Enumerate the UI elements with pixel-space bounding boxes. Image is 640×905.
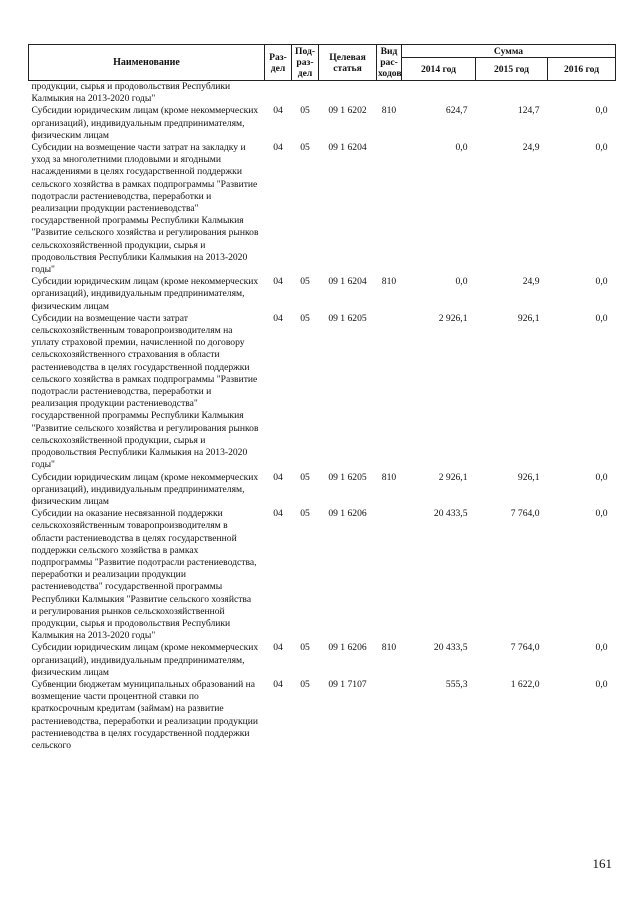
header-target-article: Целевая статья [319,45,377,81]
header-razdel: Раз-дел [265,45,292,81]
row-expense-type [377,142,402,276]
header-sum: Сумма [402,45,616,58]
row-podrazdel: 05 [300,312,310,324]
header-podrazdel: Под-раз-дел [292,45,319,81]
row-expense-type [377,679,402,752]
row-razdel: 04 [273,276,283,288]
row-podrazdel: 05 [300,471,310,483]
table-row [29,105,616,142]
row-sum-2015: 1 622,0 [510,678,540,690]
row-sum-2014: 20 433,5 [433,642,468,654]
row-target-article: 09 1 6204 [328,276,367,288]
row-expense-type [377,81,402,106]
row-sum-2015: 7 764,0 [510,508,540,520]
row-target-article: 09 1 6205 [328,312,367,324]
row-sum-2014 [402,81,476,106]
row-sum-2016: 0,0 [595,678,608,690]
row-name: Субсидии на возмещение части затрат сельскохозяйственным товаропроизводителям на уплату страховой премии, начисленной по договору сельскохозяйственного страхования в области растениеводства в целях государственной поддержки сельского хозяйства в рамках подпрограммы "Развитие подотрасли растениеводства, переработки и реализация продукции растениеводства" государственной программы Республики Калмыкия "Развитие сельского хозяйства и регулирования рынков сельскохозяйственной продукции, сырья и продовольствия Республики Калмыкия на 2013-2020 годы" [31,312,259,471]
row-razdel: 04 [273,312,283,324]
row-razdel: 04 [273,471,283,483]
row-sum-2014: 2 926,1 [438,312,468,324]
table-row [29,508,616,642]
table-row [29,679,616,752]
budget-table [28,44,616,752]
row-razdel: 04 [273,678,283,690]
row-razdel: 04 [273,142,283,154]
table-row [29,472,616,509]
row-target-article: 09 1 6206 [328,642,367,654]
row-razdel: 04 [273,105,283,117]
row-expense-type: 810 [381,105,397,117]
row-name: Субвенции бюджетам муниципальных образований на возмещение части процентной ставки по краткосрочным кредитам (займам) на развитие растениеводства, переработки и реализации продукции растениеводства в целях государственной поддержки сельского [31,678,259,751]
row-target-article: 09 1 6204 [328,142,367,154]
row-podrazdel: 05 [300,142,310,154]
row-sum-2014: 624,7 [445,105,468,117]
table-row [29,276,616,313]
row-sum-2015: 926,1 [517,471,540,483]
table-body [29,81,616,753]
row-sum-2016: 0,0 [595,642,608,654]
row-name: Субсидии юридическим лицам (кроме некоммерческих организаций), индивидуальным предпринимателям, физическим лицам [31,471,259,507]
row-sum-2016: 0,0 [595,142,608,154]
header-year-2016: 2016 год [548,58,616,81]
table-row [29,642,616,679]
row-sum-2015: 7 764,0 [510,642,540,654]
row-razdel: 04 [273,508,283,520]
row-sum-2014: 20 433,5 [433,508,468,520]
row-sum-2016: 0,0 [595,276,608,288]
row-sum-2015: 24,9 [522,276,540,288]
table-header [29,45,616,81]
row-sum-2015: 124,7 [517,105,540,117]
row-razdel [265,81,292,106]
row-target-article: 09 1 7107 [328,678,367,690]
row-sum-2016: 0,0 [595,312,608,324]
row-sum-2015 [476,81,548,106]
row-name: Субсидии юридическим лицам (кроме некоммерческих организаций), индивидуальным предпринимателям, физическим лицам [31,642,259,678]
row-sum-2016: 0,0 [595,105,608,117]
row-podrazdel: 05 [300,678,310,690]
row-target-article: 09 1 6205 [328,471,367,483]
row-podrazdel: 05 [300,276,310,288]
row-podrazdel [292,81,319,106]
row-sum-2014: 2 926,1 [438,471,468,483]
row-podrazdel: 05 [300,642,310,654]
table-row [29,81,616,106]
budget-page [28,44,615,752]
row-sum-2015: 24,9 [522,142,540,154]
header-year-2014: 2014 год [402,58,476,81]
row-expense-type: 810 [381,471,397,483]
row-target-article: 09 1 6202 [328,105,367,117]
page-number: 161 [592,856,612,871]
row-name: Субсидии юридическим лицам (кроме некоммерческих организаций), индивидуальным предпринимателям, физическим лицам [31,105,259,141]
row-expense-type: 810 [381,642,397,654]
row-sum-2014: 0,0 [455,276,468,288]
table-row [29,142,616,276]
row-sum-2015: 926,1 [517,312,540,324]
row-name: продукции, сырья и продовольствия Республики Калмыкия на 2013-2020 годы" [31,81,231,105]
row-expense-type [377,313,402,472]
row-razdel: 04 [273,642,283,654]
table-row [29,313,616,472]
row-podrazdel: 05 [300,508,310,520]
row-sum-2016 [548,81,616,106]
row-target-article: 09 1 6206 [328,508,367,520]
row-sum-2014: 555,3 [445,678,468,690]
row-expense-type: 810 [381,276,397,288]
row-target-article [319,81,377,106]
row-name: Субсидии на возмещение части затрат на закладку и уход за многолетними плодовыми и ягодными насаждениями в целях государственной поддержки сельского хозяйства в рамках подпрограммы "Развитие подотрасли растениеводства, переработки и реализации продукции растениеводства" государственной программы Республики Калмыкия "Развитие сельского хозяйства и регулирования рынков сельскохозяйственной продукции, сырья и продовольствия Республики Калмыкия на 2013-2020 годы" [31,142,259,276]
header-year-2015: 2015 год [476,58,548,81]
row-name: Субсидии на оказание несвязанной поддержки сельскохозяйственным товаропроизводителям в области растениеводства в целях государственной поддержки сельского хозяйства в рамках подпрограммы "Развитие подотрасли растениеводства, переработки и реализации продукции растениеводства" государственной программы Республики Калмыкия "Развитие сельского хозяйства и регулирования рынков сельскохозяйственной продукции, сырья и продовольствия Республики Калмыкия на 2013-2020 годы" [31,508,257,642]
row-sum-2014: 0,0 [455,142,468,154]
header-expense-type: Вид рас-ходов [378,46,402,79]
row-sum-2016: 0,0 [595,508,608,520]
row-name: Субсидии юридическим лицам (кроме некоммерческих организаций), индивидуальным предпринимателям, физическим лицам [31,276,259,312]
row-expense-type [377,508,402,642]
header-name: Наименование [29,45,265,81]
row-podrazdel: 05 [300,105,310,117]
row-sum-2016: 0,0 [595,471,608,483]
